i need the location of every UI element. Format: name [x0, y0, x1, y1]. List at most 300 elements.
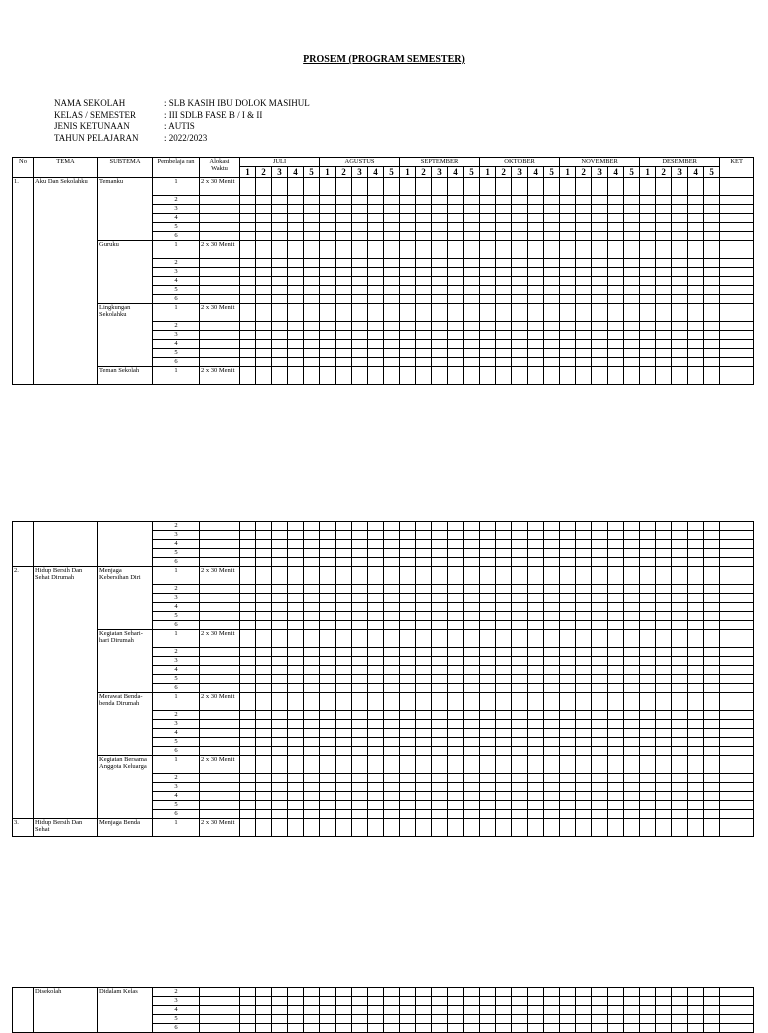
week-cell — [352, 304, 368, 322]
ket-cell — [720, 684, 754, 693]
week-cell — [320, 747, 336, 756]
week-cell — [288, 783, 304, 792]
week-cell — [416, 295, 432, 304]
week-cell — [352, 1006, 368, 1015]
week-cell — [592, 988, 608, 997]
week-cell — [304, 988, 320, 997]
week-cell — [464, 1006, 480, 1015]
week-cell — [528, 756, 544, 774]
week-cell — [464, 756, 480, 774]
week-cell — [336, 729, 352, 738]
week-cell — [448, 792, 464, 801]
week-cell — [464, 630, 480, 648]
week-cell — [544, 988, 560, 997]
semester-table-page-1 — [12, 157, 754, 385]
page-title: PROSEM (PROGRAM SEMESTER) — [303, 54, 465, 65]
week-cell — [688, 549, 704, 558]
week-number: 2 — [416, 167, 432, 178]
alokasi-waktu — [200, 997, 240, 1006]
week-cell — [512, 232, 528, 241]
week-cell — [240, 340, 256, 349]
week-cell — [608, 205, 624, 214]
week-cell — [336, 196, 352, 205]
week-cell — [336, 1024, 352, 1033]
week-cell — [624, 792, 640, 801]
week-cell — [240, 540, 256, 549]
week-cell — [336, 612, 352, 621]
week-cell — [448, 277, 464, 286]
week-cell — [544, 178, 560, 196]
week-cell — [320, 621, 336, 630]
week-cell — [320, 774, 336, 783]
alokasi-waktu — [200, 801, 240, 810]
week-cell — [512, 331, 528, 340]
week-cell — [400, 349, 416, 358]
week-cell — [384, 1015, 400, 1024]
week-cell — [560, 286, 576, 295]
week-cell — [704, 205, 720, 214]
week-cell — [304, 540, 320, 549]
week-cell — [336, 774, 352, 783]
week-cell — [352, 331, 368, 340]
week-number: 1 — [480, 167, 496, 178]
alokasi-waktu — [200, 612, 240, 621]
week-cell — [336, 720, 352, 729]
alokasi-waktu — [200, 783, 240, 792]
week-cell — [320, 567, 336, 585]
week-cell — [368, 997, 384, 1006]
week-cell — [416, 720, 432, 729]
week-cell — [368, 693, 384, 711]
week-cell — [416, 648, 432, 657]
week-cell — [320, 657, 336, 666]
week-cell — [656, 810, 672, 819]
alokasi-waktu — [200, 259, 240, 268]
week-cell — [528, 567, 544, 585]
week-cell — [528, 801, 544, 810]
week-cell — [576, 603, 592, 612]
week-cell — [416, 322, 432, 331]
week-cell — [528, 603, 544, 612]
week-cell — [352, 178, 368, 196]
ket-cell — [720, 196, 754, 205]
week-cell — [672, 747, 688, 756]
week-cell — [576, 783, 592, 792]
alokasi-waktu — [200, 675, 240, 684]
week-cell — [432, 675, 448, 684]
week-cell — [544, 621, 560, 630]
week-cell — [256, 621, 272, 630]
week-cell — [592, 684, 608, 693]
week-cell — [704, 774, 720, 783]
header-tema: TEMA — [34, 158, 98, 178]
week-cell — [480, 331, 496, 340]
week-cell — [576, 997, 592, 1006]
alokasi-waktu — [200, 657, 240, 666]
week-cell — [448, 657, 464, 666]
week-cell — [480, 675, 496, 684]
info-label: NAMA SEKOLAH — [54, 98, 126, 108]
pembelajaran-number: 2 — [153, 711, 200, 720]
week-cell — [464, 567, 480, 585]
week-cell — [448, 558, 464, 567]
week-cell — [400, 819, 416, 837]
week-cell — [384, 196, 400, 205]
info-value: : AUTIS — [164, 121, 195, 131]
week-cell — [480, 531, 496, 540]
week-cell — [704, 322, 720, 331]
week-cell — [528, 612, 544, 621]
week-cell — [448, 304, 464, 322]
week-cell — [608, 657, 624, 666]
week-cell — [464, 603, 480, 612]
week-cell — [544, 232, 560, 241]
info-row-school — [54, 98, 310, 110]
week-cell — [512, 720, 528, 729]
ket-cell — [720, 232, 754, 241]
alokasi-waktu — [200, 286, 240, 295]
pembelajaran-number: 1 — [153, 178, 200, 196]
week-number: 1 — [320, 167, 336, 178]
week-cell — [240, 603, 256, 612]
pembelajaran-number: 2 — [153, 585, 200, 594]
week-cell — [640, 531, 656, 540]
week-cell — [544, 729, 560, 738]
week-cell — [368, 295, 384, 304]
week-cell — [640, 711, 656, 720]
week-cell — [592, 693, 608, 711]
week-cell — [512, 729, 528, 738]
alokasi-waktu — [200, 340, 240, 349]
week-cell — [672, 223, 688, 232]
week-cell — [512, 756, 528, 774]
week-number: 1 — [240, 167, 256, 178]
week-cell — [640, 774, 656, 783]
ket-cell — [720, 567, 754, 585]
week-cell — [592, 531, 608, 540]
week-cell — [576, 756, 592, 774]
week-cell — [688, 531, 704, 540]
week-cell — [448, 630, 464, 648]
week-cell — [416, 585, 432, 594]
week-cell — [656, 819, 672, 837]
week-cell — [528, 792, 544, 801]
week-cell — [416, 259, 432, 268]
week-cell — [672, 367, 688, 385]
week-cell — [624, 549, 640, 558]
week-cell — [528, 819, 544, 837]
week-cell — [608, 214, 624, 223]
week-cell — [352, 549, 368, 558]
week-cell — [576, 801, 592, 810]
week-cell — [240, 522, 256, 531]
week-cell — [592, 603, 608, 612]
week-cell — [480, 747, 496, 756]
week-cell — [352, 675, 368, 684]
month-header: OKTOBER — [480, 158, 560, 167]
week-cell — [512, 223, 528, 232]
ket-cell — [720, 997, 754, 1006]
week-cell — [560, 612, 576, 621]
week-cell — [384, 205, 400, 214]
week-cell — [352, 558, 368, 567]
week-cell — [688, 621, 704, 630]
week-cell — [496, 792, 512, 801]
pembelajaran-number: 3 — [153, 997, 200, 1006]
alokasi-waktu — [200, 988, 240, 997]
week-cell — [432, 304, 448, 322]
row-subtema: Didalam Kelas — [98, 988, 153, 1033]
week-cell — [304, 331, 320, 340]
week-cell — [624, 720, 640, 729]
week-cell — [448, 603, 464, 612]
week-cell — [272, 819, 288, 837]
week-cell — [544, 720, 560, 729]
week-cell — [704, 214, 720, 223]
week-cell — [368, 1006, 384, 1015]
week-cell — [576, 531, 592, 540]
week-cell — [624, 241, 640, 259]
ket-cell — [720, 331, 754, 340]
week-cell — [400, 603, 416, 612]
week-cell — [368, 268, 384, 277]
week-cell — [336, 684, 352, 693]
pembelajaran-number: 3 — [153, 720, 200, 729]
week-cell — [496, 340, 512, 349]
week-cell — [512, 783, 528, 792]
week-cell — [368, 558, 384, 567]
week-cell — [384, 603, 400, 612]
week-cell — [688, 612, 704, 621]
week-cell — [544, 756, 560, 774]
week-cell — [592, 666, 608, 675]
week-cell — [304, 241, 320, 259]
week-cell — [576, 331, 592, 340]
week-cell — [640, 666, 656, 675]
week-cell — [560, 522, 576, 531]
ket-cell — [720, 1015, 754, 1024]
week-cell — [672, 567, 688, 585]
week-cell — [256, 729, 272, 738]
week-cell — [336, 810, 352, 819]
week-cell — [384, 988, 400, 997]
week-cell — [496, 268, 512, 277]
week-cell — [576, 684, 592, 693]
week-cell — [464, 693, 480, 711]
week-cell — [656, 693, 672, 711]
week-cell — [256, 358, 272, 367]
week-cell — [416, 531, 432, 540]
week-cell — [592, 286, 608, 295]
week-cell — [288, 997, 304, 1006]
week-cell — [512, 259, 528, 268]
week-cell — [368, 214, 384, 223]
week-cell — [304, 612, 320, 621]
week-cell — [336, 630, 352, 648]
week-cell — [320, 214, 336, 223]
table-row — [13, 241, 754, 259]
week-cell — [496, 585, 512, 594]
week-cell — [352, 756, 368, 774]
week-cell — [496, 1024, 512, 1033]
ket-cell — [720, 594, 754, 603]
week-cell — [288, 549, 304, 558]
week-cell — [464, 196, 480, 205]
week-cell — [672, 594, 688, 603]
week-cell — [480, 630, 496, 648]
week-cell — [400, 997, 416, 1006]
alokasi-waktu — [200, 205, 240, 214]
week-cell — [256, 340, 272, 349]
week-cell — [384, 259, 400, 268]
week-cell — [400, 178, 416, 196]
week-cell — [432, 295, 448, 304]
week-cell — [320, 286, 336, 295]
week-cell — [528, 367, 544, 385]
week-cell — [464, 558, 480, 567]
week-cell — [336, 322, 352, 331]
week-cell — [560, 792, 576, 801]
week-cell — [272, 522, 288, 531]
week-cell — [288, 259, 304, 268]
week-cell — [288, 648, 304, 657]
week-cell — [528, 997, 544, 1006]
week-cell — [592, 349, 608, 358]
week-cell — [288, 286, 304, 295]
week-cell — [416, 792, 432, 801]
week-cell — [624, 286, 640, 295]
week-cell — [352, 666, 368, 675]
week-cell — [416, 214, 432, 223]
week-cell — [640, 720, 656, 729]
alokasi-waktu — [200, 720, 240, 729]
week-cell — [352, 621, 368, 630]
week-cell — [624, 358, 640, 367]
ket-cell — [720, 988, 754, 997]
week-number: 5 — [384, 167, 400, 178]
week-cell — [384, 223, 400, 232]
week-cell — [656, 214, 672, 223]
week-cell — [432, 178, 448, 196]
week-cell — [240, 1024, 256, 1033]
week-cell — [304, 304, 320, 322]
week-cell — [592, 304, 608, 322]
week-cell — [512, 648, 528, 657]
week-cell — [656, 594, 672, 603]
week-cell — [448, 612, 464, 621]
week-cell — [240, 531, 256, 540]
week-cell — [320, 367, 336, 385]
table-row — [13, 988, 754, 997]
week-cell — [272, 349, 288, 358]
week-cell — [592, 1024, 608, 1033]
week-cell — [368, 819, 384, 837]
week-cell — [640, 205, 656, 214]
week-cell — [368, 1024, 384, 1033]
ket-cell — [720, 322, 754, 331]
week-cell — [544, 277, 560, 286]
week-cell — [304, 1015, 320, 1024]
week-cell — [240, 720, 256, 729]
week-cell — [240, 684, 256, 693]
week-cell — [480, 322, 496, 331]
week-cell — [336, 259, 352, 268]
week-cell — [448, 747, 464, 756]
week-number: 2 — [576, 167, 592, 178]
week-cell — [656, 232, 672, 241]
row-tema: Disekolah — [34, 988, 98, 1033]
week-cell — [688, 594, 704, 603]
week-cell — [288, 1015, 304, 1024]
week-cell — [688, 810, 704, 819]
week-cell — [352, 693, 368, 711]
week-cell — [528, 783, 544, 792]
week-cell — [384, 522, 400, 531]
row-tema: Hidup Bersih Dan Sehat Dirumah — [34, 567, 98, 819]
week-cell — [624, 349, 640, 358]
week-cell — [608, 286, 624, 295]
week-cell — [384, 657, 400, 666]
week-cell — [272, 711, 288, 720]
week-cell — [336, 801, 352, 810]
week-cell — [528, 277, 544, 286]
week-cell — [304, 340, 320, 349]
week-cell — [576, 241, 592, 259]
week-cell — [352, 801, 368, 810]
week-cell — [416, 1015, 432, 1024]
week-cell — [560, 567, 576, 585]
header-ket: KET — [720, 158, 754, 178]
week-number: 5 — [464, 167, 480, 178]
month-header: JULI — [240, 158, 320, 167]
week-cell — [704, 259, 720, 268]
week-cell — [656, 666, 672, 675]
week-cell — [256, 792, 272, 801]
week-cell — [416, 178, 432, 196]
week-cell — [544, 684, 560, 693]
week-cell — [448, 196, 464, 205]
week-cell — [640, 729, 656, 738]
week-cell — [704, 648, 720, 657]
week-cell — [448, 340, 464, 349]
week-cell — [592, 358, 608, 367]
week-cell — [560, 666, 576, 675]
pembelajaran-number: 3 — [153, 205, 200, 214]
week-cell — [624, 666, 640, 675]
week-cell — [256, 594, 272, 603]
week-cell — [240, 810, 256, 819]
week-cell — [256, 1006, 272, 1015]
week-cell — [704, 693, 720, 711]
week-cell — [368, 522, 384, 531]
week-cell — [512, 367, 528, 385]
week-cell — [336, 997, 352, 1006]
pembelajaran-number: 2 — [153, 259, 200, 268]
week-cell — [576, 277, 592, 286]
pembelajaran-number: 3 — [153, 531, 200, 540]
week-cell — [512, 178, 528, 196]
week-cell — [400, 522, 416, 531]
week-cell — [704, 277, 720, 286]
week-cell — [672, 540, 688, 549]
week-cell — [336, 594, 352, 603]
week-cell — [288, 603, 304, 612]
week-cell — [272, 304, 288, 322]
week-cell — [640, 738, 656, 747]
week-cell — [704, 988, 720, 997]
week-cell — [528, 1015, 544, 1024]
week-cell — [432, 1006, 448, 1015]
